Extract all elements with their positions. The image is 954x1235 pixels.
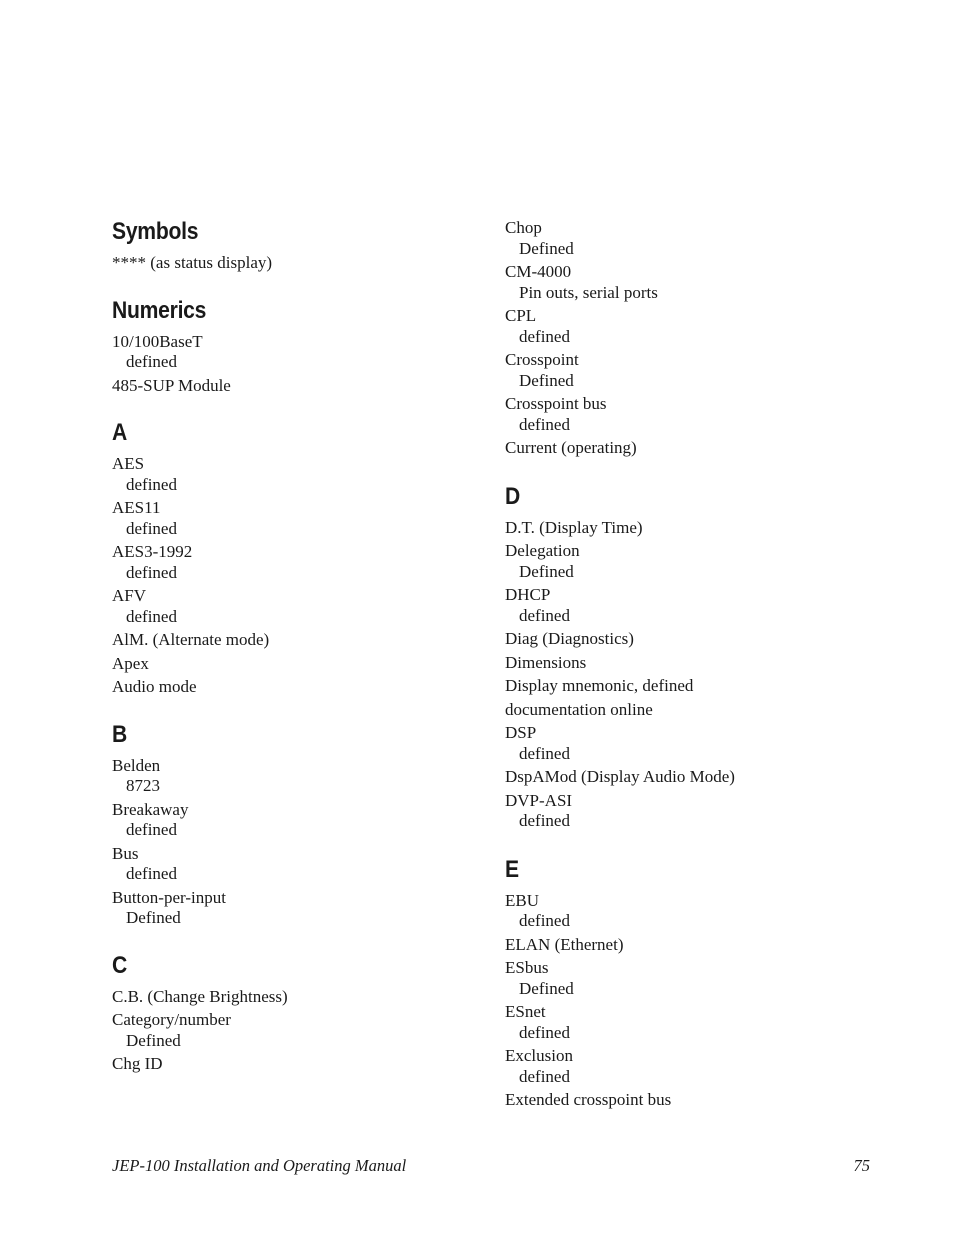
index-entry-subterm: defined [126,562,177,582]
index-entry [112,800,472,841]
index-entry-term: **** (as status display) [112,253,273,272]
index-section-heading: Symbols [112,218,199,245]
index-section [505,854,865,1111]
index-entry [112,677,472,698]
index-entry-subterm: defined [126,518,177,538]
index-section [112,417,472,698]
index-entry [112,332,472,373]
index-entry [505,891,865,932]
index-section-heading: E [505,855,519,883]
index-entry [505,306,865,347]
index-entry-term: D.T. (Display Time) [505,517,643,537]
index-entry-term: Button-per-input [112,887,226,907]
index-entry [112,987,472,1008]
index-entry-term: DVP-ASI [505,790,573,810]
index-entry [505,629,865,650]
index-section-heading: B [112,720,128,748]
index-section [112,950,472,1075]
index-entry-term: C.B. (Change Brightness) [112,986,288,1006]
index-entry [112,1054,472,1075]
index-entry [112,498,472,539]
index-entry-subterm: defined [126,474,177,494]
index-entry-term: AES11 [112,498,161,517]
index-entry-term: Chg ID [112,1054,163,1073]
index-entry [505,1046,865,1087]
index-entry-term: ESnet [505,1002,546,1021]
index-section-heading: A [112,419,128,446]
index-entry-term: CPL [505,306,537,325]
index-section-heading: Numerics [112,296,207,324]
index-entry [505,1090,865,1111]
index-entry-subterm: Pin outs, serial ports [519,282,658,302]
index-entry-subterm: Defined [519,238,574,258]
index-entry-term: AFV [112,586,147,605]
index-entry [505,935,865,956]
index-entry-term: Extended crosspoint bus [505,1090,672,1109]
index-entry-subterm: defined [126,820,177,839]
index-section-heading: D [505,482,521,510]
index-entry-term: CM-4000 [505,262,572,281]
index-entry-term: 10/100BaseT [112,331,203,351]
index-entry-term: Current (operating) [505,438,637,457]
index-section [505,481,865,832]
index-entry-term: 485-SUP Module [112,375,231,395]
index-entry-subterm: defined [519,414,570,434]
index-entry-term: DHCP [505,585,551,604]
index-entry-subterm: defined [126,352,177,371]
index-section [112,719,472,929]
index-entry [505,791,865,832]
index-entry-term: DspAMod (Display Audio Mode) [505,767,735,786]
index-entry-term: ESbus [505,958,549,977]
index-entry-term: Dimensions [505,652,587,672]
index-entry-term: AES [112,454,145,473]
index-entry-subterm: Defined [126,908,181,927]
index-entry-term: documentation online [505,699,653,719]
index-entry [112,630,472,651]
index-entry-subterm: defined [126,606,177,626]
index-entry [112,376,472,397]
index-entry-term: Breakaway [112,799,189,819]
index-entry-term: DSP [505,723,537,742]
index-entry-term: AlM. (Alternate mode) [112,630,270,649]
index-entry-subterm: Defined [519,561,574,581]
index-entry-term: Apex [112,653,149,673]
footer-manual-title: JEP-100 Installation and Operating Manual [112,1156,407,1175]
index-section [112,295,472,397]
index-entry [112,756,472,797]
index-entry-term: Crosspoint bus [505,394,607,413]
index-column-left [112,216,472,1075]
footer-page-number: 75 [853,1156,870,1175]
index-entry [505,700,865,721]
index-entry [505,262,865,303]
index-entry [505,767,865,788]
index-entry-subterm: defined [519,1066,570,1086]
index-entry [505,676,865,697]
index-entry-subterm: defined [519,605,570,625]
index-entry [112,654,472,675]
index-entry [505,723,865,764]
index-entry-subterm: defined [519,911,570,930]
index-entry-subterm: Defined [519,370,574,390]
index-column-right [505,218,865,1111]
index-entry-term: EBU [505,890,539,910]
index-entry [505,585,865,626]
index-entry [112,844,472,885]
index-entry [505,394,865,435]
index-section-heading: C [112,951,128,979]
index-entry-subterm: defined [519,326,570,346]
index-entry-term: Delegation [505,541,580,560]
index-entry [505,958,865,999]
index-entry [505,350,865,391]
index-entry [505,541,865,582]
index-entry [112,1010,472,1051]
index-entry-term: Crosspoint [505,350,579,369]
index-entry [505,1002,865,1043]
index-entry-term: ELAN (Ethernet) [505,934,624,954]
index-entry-subterm: defined [126,864,177,883]
index-entry [505,518,865,539]
index-entry-subterm: defined [519,811,570,830]
index-entry [112,888,472,929]
index-entry [505,438,865,459]
index-entry [112,454,472,495]
index-entry-term: Exclusion [505,1046,573,1065]
index-entry-term: AES3-1992 [112,542,193,561]
index-entry [112,586,472,627]
index-entry-subterm: 8723 [126,776,160,795]
index-entry-term: Audio mode [112,677,197,696]
index-section [112,216,472,274]
index-entry-subterm: defined [519,1022,570,1042]
index-entry-subterm: Defined [126,1030,181,1050]
index-section [505,218,865,459]
index-entry-subterm: defined [519,743,570,763]
index-entry [505,218,865,259]
index-entry-term: Belden [112,755,161,775]
index-entry-term: Diag (Diagnostics) [505,629,634,648]
index-entry-term: Chop [505,218,542,237]
index-entry [505,653,865,674]
index-entry-term: Display mnemonic, defined [505,676,694,695]
index-entry [112,542,472,583]
index-entry-term: Category/number [112,1010,231,1029]
index-entry-subterm: Defined [519,978,574,998]
index-entry [112,253,472,274]
index-entry-term: Bus [112,843,139,863]
